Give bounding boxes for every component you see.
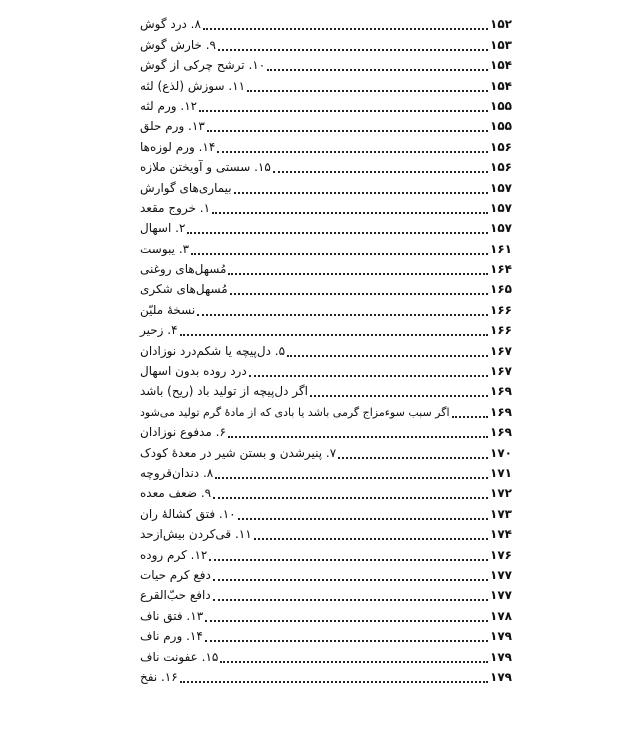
dot-leader — [254, 525, 488, 540]
toc-entry — [138, 522, 514, 542]
dot-leader — [228, 260, 488, 275]
toc-entry-title: ۱۱. سوزش (لذع) لثه — [140, 78, 246, 93]
toc-entry — [138, 461, 514, 481]
toc-entry — [138, 257, 514, 277]
toc-entry-title: ۵. دل‌پیچه یا شکم‌درد نوزادان — [140, 343, 286, 358]
toc-entry-title: ۱۵. عفونت ناف — [140, 649, 219, 664]
toc-entry — [138, 196, 514, 216]
dot-leader — [273, 158, 488, 173]
toc-entry — [138, 624, 514, 644]
toc-entry-page: ۱۵۵ — [490, 98, 512, 113]
toc-entry-page: ۱۵۵ — [490, 119, 512, 134]
toc-entry-title: ۳. یبوست — [140, 241, 190, 256]
toc-entry-title: ۲. اسهال — [140, 221, 186, 236]
toc-entry-page: ۱۷۸ — [490, 608, 512, 623]
dot-leader — [207, 117, 488, 132]
toc-entry — [138, 32, 514, 52]
toc-entry-title: اگر سبب سوءمزاج گرمی باشد یا بادی که از مادهٔ گرم تولید می‌شود — [140, 405, 450, 419]
toc-entry-title: ۸. درد گوش — [140, 17, 201, 32]
toc-entry-page: ۱۷۹ — [490, 649, 512, 664]
dot-leader — [217, 138, 488, 153]
toc-entry-title: ۱۱. قی‌کردن بیش‌ازحد — [140, 527, 252, 542]
toc-entry — [138, 155, 514, 175]
toc-entry-title: ۱۲. ورم لثه — [140, 98, 198, 113]
toc-entry-page: ۱۵۳ — [490, 37, 512, 52]
toc-entry — [138, 583, 514, 603]
toc-entry-title: ۱۴. ورم ناف — [140, 629, 203, 644]
toc-entry-page: ۱۶۶ — [490, 302, 512, 317]
toc-entry — [138, 542, 514, 562]
dot-leader — [287, 342, 488, 357]
toc-entry-title: ۶. مدفوع نوزادان — [140, 425, 226, 440]
toc-entry-title: ۱۵. سستی و آویختن ملازه — [140, 160, 271, 175]
toc-entry-page: ۱۵۴ — [490, 78, 512, 93]
toc-entry-title: دفع کرم حیات — [140, 567, 211, 582]
toc-entry-page: ۱۶۱ — [490, 241, 512, 256]
toc-entry — [138, 277, 514, 297]
toc-entry-title: مُسهل‌های شکری — [140, 282, 228, 297]
toc-entry-title: اگر دل‌پیچه از تولید باد (ریح) باشد — [140, 384, 308, 399]
toc-entry-title: ۱۰. ترشح چرکی از گوش — [140, 58, 266, 73]
toc-entry — [138, 603, 514, 623]
toc-entry-page: ۱۷۴ — [490, 527, 512, 542]
dot-leader — [338, 444, 488, 459]
toc-entry-page: ۱۷۶ — [490, 547, 512, 562]
toc-entry-page: ۱۵۶ — [490, 160, 512, 175]
toc-entry-title: ۱۳. فتق ناف — [140, 608, 204, 623]
toc-entry — [138, 216, 514, 236]
toc-entry-page: ۱۵۲ — [490, 17, 512, 32]
toc-entry — [138, 481, 514, 501]
toc-entry-page: ۱۶۷ — [490, 364, 512, 379]
toc-entry — [138, 94, 514, 114]
dot-leader — [213, 586, 488, 601]
toc-entry-page: ۱۶۶ — [490, 323, 512, 338]
toc-entry — [138, 175, 514, 195]
dot-leader — [220, 648, 488, 663]
toc-entry-page: ۱۵۷ — [490, 200, 512, 215]
toc-entry-page: ۱۷۷ — [490, 567, 512, 582]
dot-leader — [180, 321, 488, 336]
toc-entry-page: ۱۵۴ — [490, 58, 512, 73]
toc-entry-title: ۹. خارش گوش — [140, 37, 216, 52]
toc-entry — [138, 134, 514, 154]
dot-leader — [215, 464, 488, 479]
toc-entry — [138, 420, 514, 440]
toc-entry-page: ۱۵۷ — [490, 180, 512, 195]
dot-leader — [205, 627, 488, 642]
toc-entry-title: ۹. ضعف معده — [140, 486, 212, 501]
toc-entry-title: مُسهل‌های روغنی — [140, 262, 227, 277]
toc-entry — [138, 73, 514, 93]
toc-entry-page: ۱۶۷ — [490, 343, 512, 358]
dot-leader — [187, 219, 488, 234]
toc-entry — [138, 297, 514, 317]
dot-leader — [310, 382, 488, 397]
toc-entry — [138, 12, 514, 32]
dot-leader — [197, 301, 488, 316]
toc-entry-page: ۱۶۴ — [490, 262, 512, 277]
toc-entry-page: ۱۷۹ — [490, 669, 512, 684]
toc-entry — [138, 440, 514, 460]
dot-leader — [452, 403, 488, 418]
toc-entry — [138, 114, 514, 134]
toc-entry-title: ۱۶. نفخ — [140, 669, 178, 684]
dot-leader — [209, 546, 488, 561]
dot-leader — [212, 199, 488, 214]
toc-entry — [138, 359, 514, 379]
dot-leader — [203, 15, 488, 30]
dot-leader — [238, 505, 488, 520]
dot-leader — [180, 668, 488, 683]
toc-entry — [138, 501, 514, 521]
toc-entry-page: ۱۷۹ — [490, 629, 512, 644]
dot-leader — [213, 484, 488, 499]
toc-entry — [138, 563, 514, 583]
toc-entry — [138, 338, 514, 358]
toc-entry-title: نسخهٔ ملیّن — [140, 302, 196, 317]
dot-leader — [228, 423, 488, 438]
dot-leader — [199, 97, 488, 112]
toc-entry — [138, 399, 514, 419]
toc-entry — [138, 236, 514, 256]
toc-entry — [138, 53, 514, 73]
toc-entry-title: ۴. زحیر — [140, 323, 178, 338]
toc-entry-page: ۱۶۹ — [490, 384, 512, 399]
toc-entry-title: ۱. خروج مقعد — [140, 200, 211, 215]
toc-entry — [138, 318, 514, 338]
toc-entry-title: ۷. پنیرشدن و بستن شیر در معدهٔ کودک — [140, 445, 337, 460]
dot-leader — [230, 280, 488, 295]
toc-entry-title: ۸. دندان‌قروچه — [140, 465, 214, 480]
toc-entry-page: ۱۵۶ — [490, 139, 512, 154]
toc-entry-title: ۱۰. فتق کشالهٔ ران — [140, 506, 236, 521]
toc-entry-page: ۱۶۹ — [490, 404, 512, 419]
toc-entry-page: ۱۷۲ — [490, 486, 512, 501]
toc-entry-page: ۱۵۷ — [490, 221, 512, 236]
dot-leader — [218, 36, 488, 51]
toc-entry-title: ۱۴. ورم لوزه‌ها — [140, 139, 216, 154]
dot-leader — [191, 240, 488, 255]
toc-entry-title: ۱۲. کرم روده — [140, 547, 208, 562]
toc-entry — [138, 379, 514, 399]
dot-leader — [247, 77, 488, 92]
toc-entry — [138, 644, 514, 664]
toc-entry-page: ۱۷۷ — [490, 588, 512, 603]
dot-leader — [249, 362, 488, 377]
toc-entry-title: ۱۳. ورم حلق — [140, 119, 205, 134]
dot-leader — [267, 56, 488, 71]
toc-entry-page: ۱۷۱ — [490, 465, 512, 480]
toc-entry-title: درد روده بدون اسهال — [140, 364, 247, 379]
dot-leader — [205, 607, 488, 622]
table-of-contents — [138, 12, 514, 685]
dot-leader — [213, 566, 488, 581]
toc-entry — [138, 665, 514, 685]
toc-entry-page: ۱۶۵ — [490, 282, 512, 297]
toc-entry-page: ۱۶۹ — [490, 425, 512, 440]
toc-entry-title: بیماری‌های گوارش — [140, 180, 232, 195]
toc-entry-page: ۱۷۰ — [490, 445, 512, 460]
toc-entry-page: ۱۷۳ — [490, 506, 512, 521]
toc-entry-title: دافع حبّ‌القرع — [140, 588, 211, 603]
dot-leader — [234, 179, 488, 194]
